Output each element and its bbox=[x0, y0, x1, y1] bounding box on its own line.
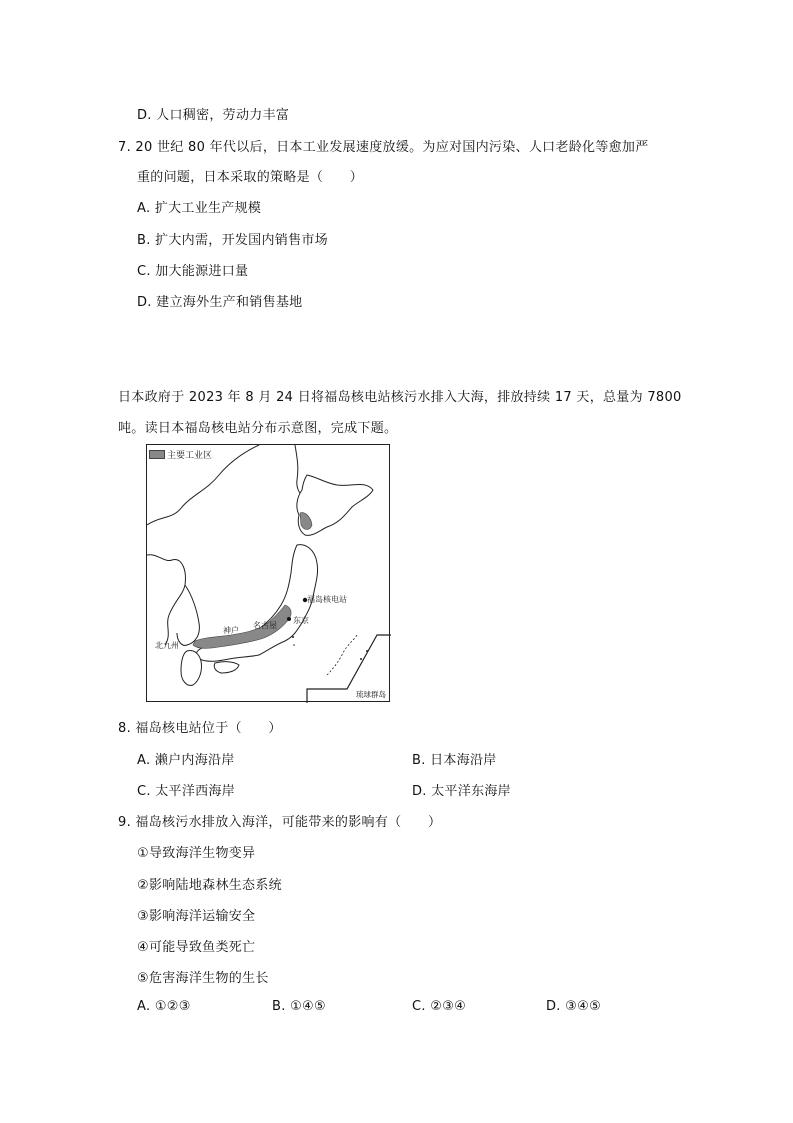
q7-stem-line1: 7. 20 世纪 80 年代以后，日本工业发展速度放缓。为应对国内污染、人口老龄化等愈加严 bbox=[118, 140, 649, 155]
label-ryukyu: 琉球群岛 bbox=[356, 690, 386, 699]
q9-stem: 9. 福岛核污水排放入海洋，可能带来的影响有（ ） bbox=[118, 815, 442, 830]
label-kobe: 神户 bbox=[223, 626, 239, 635]
label-tokyo: 东京 bbox=[293, 616, 309, 625]
q7-stem-line2: 重的问题，日本采取的策略是（ ） bbox=[137, 170, 364, 185]
map-legend bbox=[149, 448, 212, 461]
tokyo-marker bbox=[287, 617, 291, 621]
q8-option-d[interactable]: D. 太平洋东海岸 bbox=[412, 784, 511, 799]
q7-option-d[interactable]: D. 建立海外生产和销售基地 bbox=[137, 295, 303, 310]
japan-map-drawing bbox=[147, 445, 391, 703]
q6-option-d: D. 人口稠密，劳动力丰富 bbox=[137, 108, 290, 123]
q9-item-2: ②影响陆地森林生态系统 bbox=[137, 878, 282, 893]
label-fukushima: 福岛核电站 bbox=[307, 595, 347, 604]
q8-option-b[interactable]: B. 日本海沿岸 bbox=[412, 753, 497, 768]
q7-option-b[interactable]: B. 扩大内需，开发国内销售市场 bbox=[137, 233, 328, 248]
q9-option-a[interactable]: A. ①②③ bbox=[137, 999, 191, 1014]
q7-option-c[interactable]: C. 加大能源进口量 bbox=[137, 264, 249, 279]
japan-map bbox=[146, 444, 390, 702]
label-kitakyushu: 北九州 bbox=[155, 641, 179, 650]
label-nagoya: 名古屋 bbox=[253, 621, 277, 630]
legend-label: 主要工业区 bbox=[167, 451, 213, 461]
q8-option-a[interactable]: A. 濑户内海沿岸 bbox=[137, 753, 235, 768]
q9-option-b[interactable]: B. ①④⑤ bbox=[272, 999, 326, 1014]
q8-option-c[interactable]: C. 太平洋西海岸 bbox=[137, 784, 236, 799]
q9-item-1: ①导致海洋生物变异 bbox=[137, 846, 256, 861]
intro-line1: 日本政府于 2023 年 8 月 24 日将福岛核电站核污水排入大海，排放持续 17 天，总量为 7800 bbox=[118, 390, 682, 405]
q9-option-c[interactable]: C. ②③④ bbox=[412, 999, 467, 1014]
q9-item-3: ③影响海洋运输安全 bbox=[137, 909, 256, 924]
intro-line2: 吨。读日本福岛核电站分布示意图，完成下题。 bbox=[118, 421, 398, 436]
q9-item-5: ⑤危害海洋生物的生长 bbox=[137, 971, 269, 986]
q8-stem: 8. 福岛核电站位于（ ） bbox=[118, 721, 282, 736]
q9-option-d[interactable]: D. ③④⑤ bbox=[546, 999, 602, 1014]
legend-swatch bbox=[149, 450, 165, 459]
q9-item-4: ④可能导致鱼类死亡 bbox=[137, 940, 256, 955]
q7-option-a[interactable]: A. 扩大工业生产规模 bbox=[137, 201, 262, 216]
